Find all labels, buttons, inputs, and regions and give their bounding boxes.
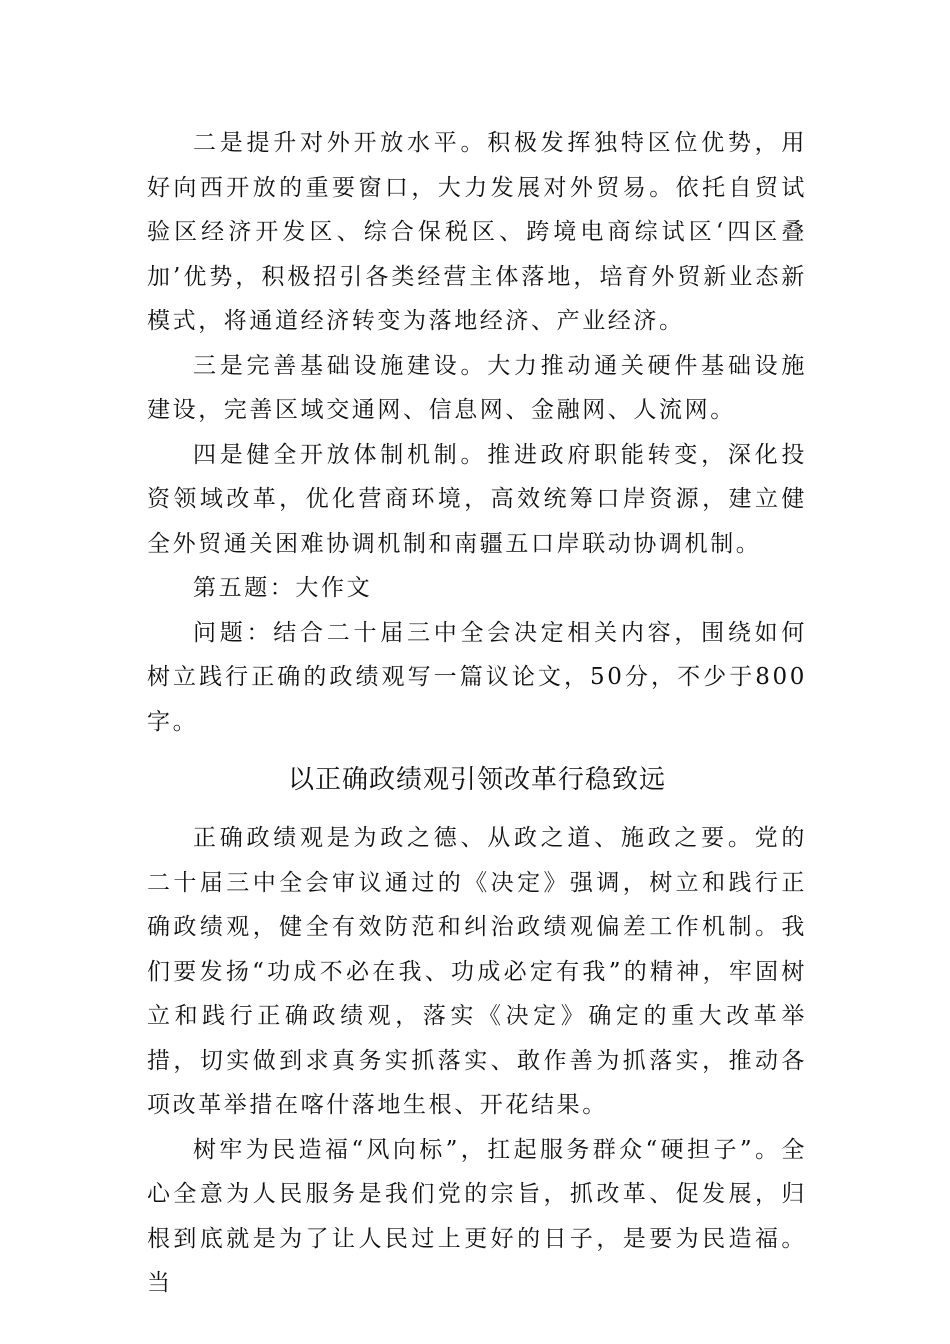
paragraph-opening-up: 二是提升对外开放水平。积极发挥独特区位优势，用好向西开放的重要窗口，大力发展对外贸易。依托自贸试验区经济开发区、综合保税区、跨境电商综试区‘四区叠加’优势，积极招引各类经营主体落地，培育外贸新业态新模式，将通道经济转变为落地经济、产业经济。 (147, 130, 807, 334)
document-body (147, 121, 807, 1306)
paragraph-institutions: 四是健全开放体制机制。推进政府职能转变，深化投资领域改革，优化营商环境，高效统筹口岸资源，建立健全外贸通关困难协调机制和南疆五口岸联动协调机制。 (147, 441, 807, 557)
question-text: 问题：结合二十届三中全会决定相关内容，围绕如何树立践行正确的政绩观写一篇议论文，50分，不少于800字。 (147, 619, 807, 735)
question-heading: 第五题：大作文 (193, 575, 373, 601)
paragraph-infrastructure: 三是完善基础设施建设。大力推动通关硬件基础设施建设，完善区域交通网、信息网、金融网、人流网。 (147, 352, 807, 423)
essay-title: 以正确政绩观引领改革行稳致远 (287, 765, 666, 795)
essay-paragraph-intro: 正确政绩观是为政之德、从政之道、施政之要。党的二十届三中全会审议通过的《决定》强调，树立和践行正确政绩观，健全有效防范和纠治政绩观偏差工作机制。我们要发扬“功成不必在我、功成必定有我”的精神，牢固树立和践行正确政绩观，落实《决定》确定的重大改革举措，切实做到求真务实抓落实、敢作善为抓落实，推动各项改革举措在喀什落地生根、开花结果。 (147, 825, 807, 1118)
essay-paragraph-people: 树牢为民造福“风向标”，扛起服务群众“硬担子”。全心全意为人民服务是我们党的宗旨，抓改革、促发展，归根到底就是为了让人民过上更好的日子，是要为民造福。当 (147, 1136, 807, 1296)
